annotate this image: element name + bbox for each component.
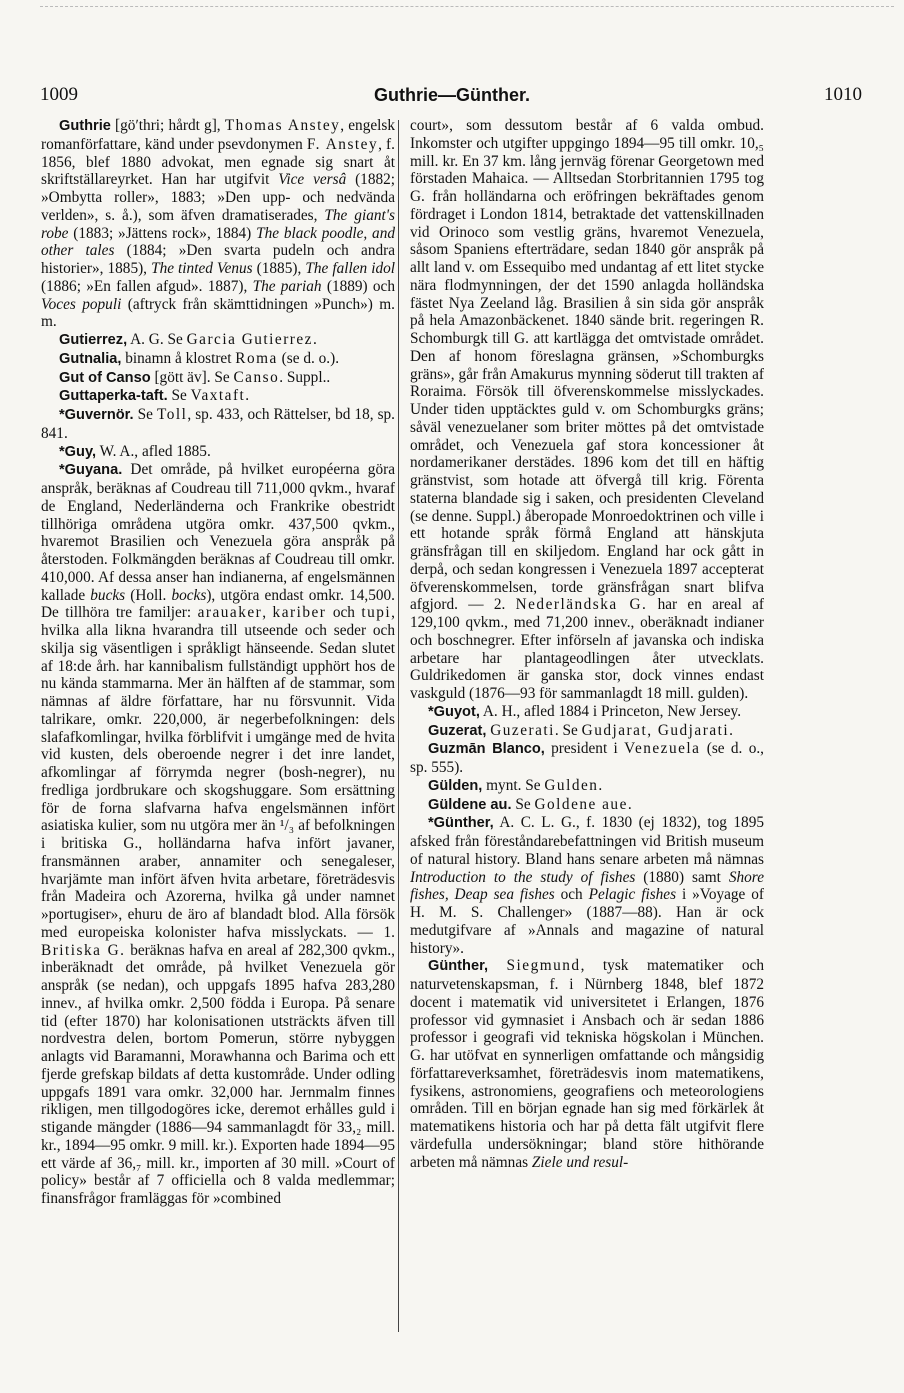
work-title: The black poodle, and other tales bbox=[41, 224, 395, 260]
cross-reference: Canso bbox=[233, 368, 280, 386]
entry-text: . Suppl.. bbox=[279, 368, 331, 386]
column-right bbox=[410, 117, 764, 1171]
entry-text: (1886; »En fallen afgud». 1887), bbox=[41, 277, 253, 295]
entry-text: court», som dessutom består af 6 valda ombud. Inkomster och utgifter uppgingo 1894—95 till omkr. 10,₅ mill. kr. En 37 km. lång jernväg förenar Georgetown med förstaden Mahaica. — Alltsedan Storbritannien 1795 tog G. från holländarna och eröfringen bekräftades genom fördraget i London 1814, betraktade det vattenskillnaden vid Orinoco som vestlig gräns, hvaremot Venezuela, såsom Spaniens efterträdare, sedan 1840 gör anspråk på allt land v. om Essequibo med undantag af ett litet stycke nära flodmynningen, der det 1590 anlagda holländska fästet Nya Zeeland låg. Brasilien å sin sida gör anspråk på hela Amazonbäckenet. 1840 sände brit. regeringen R. Schomburgk till G. att kartlägga det omtvistade området. Den af honom föreslagna gränsen, »Schomburgks gräns», går från Amakurus mynning söderut till trakten af Roraima. Försök till öfverenskommelse misslyckades. Under tiden upptäcktes guld v. om Schomburgks gräns; såväl venezuelaner som briter möttes på det omtvistade området, och Venezuela gaf stora koncessioner åt nordamerikaner derstädes. 1896 kom det till en häftig gränstvist, som hotade att öfvergå till krig. Förenta staterna blandade sig i saken, och presidenten Cleveland (se denne. Suppl.) åberopade Monroedoktrinen och ville i ett hotande språk förmå England att hänskjuta gränsfrågan till en skiljedom. England har ock gått in derpå, och sedan kongressen i Venezuela 1897 accepterat öfverenskommelsen, torde gränsfrågan snart blifva afgjord. — 2. bbox=[410, 117, 764, 614]
entry-text: , tysk matematiker och naturvetenskapsman, f. i Nürnberg 1848, blef 1872 docent i matematik vid universitetet i Erlangen, 1876 professor vid gymnasiet i Ansbach och är sedan 1886 professor i geografi vid tekniska högskolan i München. G. har utöfvat en synnerligen omfattande och mångsidig författareverksamhet, företrädesvis inom matematikens, fysikens, astronomiens, geografiens och meteorologiens områden. Till en början egnade han sig med förkärlek åt matematikens historia och har på detta fält utgifvit flere värdefulla undersökningar; bland störe hithörande arbeten må nämnas bbox=[410, 957, 764, 1171]
spaced-name: Guzerati bbox=[490, 721, 555, 739]
term: bocks bbox=[171, 586, 207, 604]
entry-guldene-au bbox=[410, 796, 764, 815]
entry-text: Se bbox=[511, 795, 535, 813]
column-divider bbox=[398, 120, 399, 1332]
entry-gunther-acl bbox=[410, 814, 764, 957]
entry-guyana-continued bbox=[410, 117, 764, 703]
cross-reference: Gudjarat, Gudjarati bbox=[581, 721, 730, 739]
entry-text: (aftryck från skämttidningen »Punch») m. m. bbox=[41, 295, 395, 331]
entry-text: , f. 1856, blef 1880 advokat, men egnade sig snart åt skriftställareyrket. Han har utgifvit bbox=[41, 135, 395, 189]
entry-text: . bbox=[598, 776, 603, 794]
work-title: Ziele und resul- bbox=[531, 1153, 629, 1171]
page-number-right: 1010 bbox=[824, 84, 862, 105]
entry-text: Det område, på hvilket européerna göra anspråk, beräknas af Coudreau till 711,000 qvkm., hvaraf de England, Nederländerna och Frankrike obestridt tillhöriga områdena utgöra omkr. 437,500 qvkm., hvaremot Brasilien och Venezuela göra anspråk på återstoden. Folkmängden beräknas af Coudreau till omkr. 410,000. Af dessa anser han indianerna, af engelsmännen kallade bbox=[41, 461, 395, 604]
headword: Gülden, bbox=[428, 777, 483, 794]
work-title: The pariah bbox=[252, 277, 322, 295]
entry-guttaperka-taft bbox=[41, 387, 395, 406]
entry-text: . bbox=[627, 795, 632, 813]
headword: *Günther, bbox=[428, 815, 494, 832]
headword: Guzmān Blanco, bbox=[428, 741, 545, 758]
spaced-name: tupi bbox=[361, 604, 392, 622]
entry-text: , sp. 433, och Rättelser, bd 18, sp. 841. bbox=[41, 406, 395, 442]
entry-text: (1885), bbox=[252, 260, 306, 277]
entry-text: Se bbox=[133, 406, 157, 423]
entry-gunther-siegmund bbox=[410, 957, 764, 1171]
entry-text bbox=[488, 957, 507, 974]
entry-text: (1880) samt bbox=[635, 868, 729, 886]
entry-text: ), utgöra endast omkr. 14,500. De tillhöra tre familjer: bbox=[41, 586, 395, 622]
running-head: Guthrie—Günther. bbox=[373, 85, 530, 105]
entry-guzerat bbox=[410, 722, 764, 741]
entry-gulden bbox=[410, 777, 764, 796]
entry-gutierrez bbox=[41, 331, 395, 350]
work-title: Shore fishes, Deap sea fishes bbox=[410, 868, 764, 904]
cross-reference: Toll bbox=[156, 406, 188, 423]
spaced-name: Nederländska G. bbox=[515, 596, 648, 614]
headword: *Guy, bbox=[59, 443, 97, 460]
entry-text: mynt. Se bbox=[482, 776, 545, 794]
spaced-name: Thomas Anstey bbox=[224, 117, 341, 134]
work-title: Vice versâ bbox=[278, 171, 347, 189]
work-title: Introduction to the study of fishes bbox=[410, 868, 636, 886]
entry-text: , bbox=[262, 604, 273, 622]
entry-guyot bbox=[410, 703, 764, 722]
entry-text: har en areal af 129,100 qvkm., med 71,200 innev., oberäknadt indianer och boschnegrer. Efter införseln af javanska och indiska arbetare har plantageodlingen åter utvecklats. Guldrikedomen är ganska stor, dock vinnes endast vaskguld (1876—93 för sammanlagdt 18 mill. gulden). bbox=[410, 596, 764, 702]
term: bucks bbox=[90, 586, 126, 604]
column-left bbox=[41, 117, 395, 1208]
entry-guthrie bbox=[41, 117, 395, 331]
headword: Guzerat, bbox=[428, 722, 487, 739]
spaced-name: F. Anstey bbox=[306, 135, 379, 153]
headword: *Guyana. bbox=[59, 462, 123, 479]
entry-gutnalia bbox=[41, 350, 395, 369]
headword: Guthrie bbox=[59, 118, 111, 134]
cross-reference: Venezuela bbox=[624, 740, 701, 758]
headword: Gut of Canso bbox=[59, 369, 151, 386]
entry-gut-of-canso bbox=[41, 369, 395, 388]
entry-text: W. A., afled 1885. bbox=[96, 442, 211, 460]
work-title: The tinted Venus bbox=[151, 260, 253, 277]
entry-text: (1882; »Ombytta roller», 1883; »Den upp- och nedvända verlden», s. å.), som äfven dramatiserades, bbox=[41, 171, 396, 224]
entry-text: . bbox=[729, 721, 733, 739]
entry-text: (se d. o.). bbox=[277, 349, 340, 367]
entry-text: (Holl. bbox=[125, 586, 172, 604]
spaced-name: Britiska G. bbox=[41, 941, 126, 959]
entry-text: af befolkningen i britiska G., holländarna hafva infört javaner, fransmännen araber, annamiter och senegaleser, hvarjämte man infört äfven hvita arbetare, företrädesvis från Madeira och Azorerna, hvilka gå under namnet »portugiser», ehuru de äro af blandadt blod. Alla försök med europeiska kolonister hafva misslyckats. — 1. bbox=[41, 817, 395, 941]
headword: Günther, bbox=[428, 958, 488, 975]
cross-reference: Garcia Gutierrez bbox=[186, 331, 313, 348]
entry-text: beräknas hafva en areal af 282,300 qvkm., inberäknadt det område, på hvilket Venezuela gör anspråk (se nedan), och uppgafs 1895 hafva 283,280 innev., af hvilka omkr. 2,500 födda i Europa. På senare tid (efter 1870) har kolonisationen utsträckts äfven till nordvestra delen, bortom Pomerun, större nybyggen anlagts vid Baramanni, Morawhanna och Barima och ett fjerde grefskap bildats af detta kustområde. Under odling uppgafs 1891 vara omkr. 32,000 har. Jernmalm finnes rikligen, men tillgodogöres icke, deremot erhålles guld i stigande mängder (1886—94 sammanlagdt för 33,₂ mill. kr., 1894—95 omkr. 9 mill. kr.). Exporten hade 1894—95 ett värde af 36,₇ mill. kr., importen af 30 mill. »Court of policy» består af 7 officiella och 8 valda medlemmar; finansfrågor framläggas för »combined bbox=[41, 941, 395, 1207]
spaced-name: arauaker bbox=[197, 604, 263, 622]
entry-guzman-blanco bbox=[410, 740, 764, 777]
entry-text: president i bbox=[544, 740, 625, 758]
work-title: Voces populi bbox=[41, 295, 122, 313]
entry-text: (1889) och bbox=[321, 277, 395, 295]
cross-reference: Goldene aue bbox=[534, 795, 628, 813]
entry-text: och bbox=[326, 604, 362, 622]
entry-text: i »Voyage of H. M. S. Challenger» (1887—88). Han är ock medutgifvare af »Annals and magazine of natural history». bbox=[410, 886, 764, 957]
entry-text: . bbox=[312, 331, 317, 348]
spaced-name: Siegmund bbox=[506, 957, 581, 975]
entry-text: binamn å klostret bbox=[121, 349, 236, 367]
entry-text: och bbox=[554, 886, 589, 904]
entry-text: Se bbox=[167, 387, 191, 405]
entry-text: , hvilka alla likna hvarandra till utseende och seder och skilja sig väsentligen i språkligt hänseende. Sedan slutet af 18:de årh. har kannibalism fullständigt upphört hos de nu kända stammarna. Mer än hälften af de stammar, som nämnas af äldre författare, har nu försvunnit. Vida talrikare, omkr. 220,000, är negerbefolkningen: dels slafafkomlingar, hvilka förblifvit i umgänge med de hvita vid kusten, dels oberoende negrer i det inre landet, afkomlingar af förrymda negrer (bosh-negrer), nu fredliga jordbrukare och skogshuggare. Som ersättning för de forna slafvarna hafva engelsmännen infört asiatiska kulier, som nu utgöra mer än bbox=[41, 604, 395, 835]
entry-text: A. H., afled 1884 i Princeton, New Jersey. bbox=[479, 702, 742, 720]
headword: *Guvernör. bbox=[59, 407, 134, 423]
entry-text: , engelsk romanförfattare, känd under psevdonymen bbox=[41, 117, 395, 153]
headword: Guttaperka-taft. bbox=[59, 388, 168, 405]
fraction: ¹/₃ bbox=[279, 817, 295, 835]
entry-text: [gött äv]. Se bbox=[150, 368, 234, 386]
headword: Gutnalia, bbox=[59, 350, 122, 367]
headword: Gutierrez, bbox=[59, 332, 128, 348]
entry-text: A. G. Se bbox=[127, 331, 187, 348]
entry-text: (se d. o., sp. 555). bbox=[410, 740, 764, 776]
work-title: Pelagic fishes bbox=[588, 886, 677, 904]
entry-text: A. C. L. G., f. 1830 (ej 1832), tog 1895 afsked från föreståndarebefattningen vid British museum of natural history. Bland hans senare arbeten må nämnas bbox=[410, 814, 764, 868]
top-scan-edge bbox=[40, 6, 894, 7]
work-title: The fallen idol bbox=[305, 260, 395, 277]
entry-text: . bbox=[245, 387, 250, 405]
entry-guy bbox=[41, 443, 395, 462]
cross-reference: Gulden bbox=[544, 776, 599, 794]
entry-text: (1883; »Jättens rock», 1884) bbox=[68, 224, 257, 242]
spaced-name: kariber bbox=[272, 604, 327, 622]
cross-reference: Roma bbox=[235, 349, 278, 367]
headword: Güldene au. bbox=[428, 796, 512, 813]
entry-text: [göʹthri; hårdt g], bbox=[110, 117, 225, 134]
page-number-left: 1009 bbox=[40, 84, 78, 105]
entry-guvernor bbox=[41, 406, 395, 443]
entry-text: . Se bbox=[554, 721, 582, 739]
entry-guyana bbox=[41, 461, 395, 1208]
headword: *Guyot, bbox=[428, 703, 480, 720]
work-title: The giant's robe bbox=[41, 206, 395, 242]
entry-text: (1884; »Den svarta pudeln och andra historier», 1885), bbox=[41, 242, 395, 277]
cross-reference: Vaxtaft bbox=[190, 387, 246, 405]
